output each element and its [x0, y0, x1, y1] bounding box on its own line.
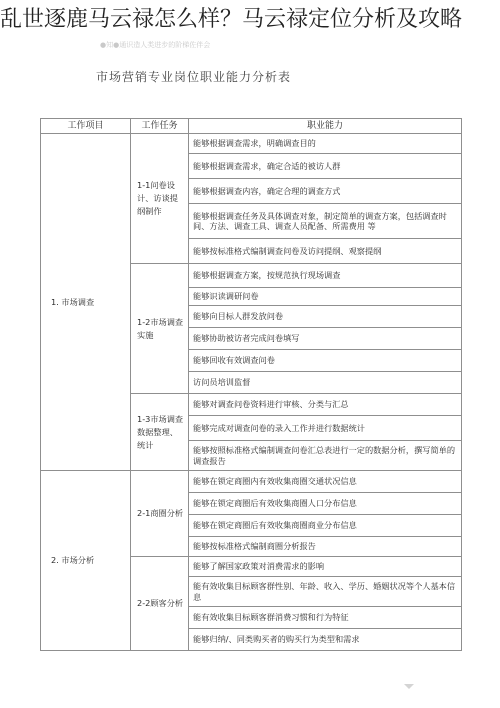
ability-cell: 能够根据调查内容，确定合理的调查方式: [189, 179, 462, 204]
project-cell: 1. 市场调查: [41, 134, 131, 471]
header-project: 工作项目: [41, 119, 131, 134]
chevron-down-icon: [404, 684, 414, 689]
ability-cell: 能够根据调查方案，按规范执行现场调查: [189, 264, 462, 288]
ability-cell: 能够在锁定商圈后有效收集商圈商业分布信息: [189, 515, 462, 537]
ability-cell: 能够根据调查需求，确定合适的被访人群: [189, 154, 462, 179]
header-task: 工作任务: [131, 119, 189, 134]
ability-cell: 能够协助被访者完成问卷填写: [189, 328, 462, 350]
ability-cell: 能够在锁定商圈内有效收集商圈交通状况信息: [189, 471, 462, 493]
ability-cell: 访问员培训监督: [189, 372, 462, 394]
ability-cell: 能够归纳/、同类购买者的购买行为类型和需求: [189, 629, 462, 651]
ability-analysis-table: [40, 118, 462, 651]
ability-cell: 能够根据调查任务及具体调查对象，制定简单的调查方案，包括调查时间、方法、调查工具、调查人员配备、所需费用 等: [189, 204, 462, 239]
project-cell: 2. 市场分析: [41, 471, 131, 651]
ability-cell: 能有效收集目标顾客群消费习惯和行为特征: [189, 607, 462, 629]
ability-cell: 能有效收集目标顾客群性别、年龄、收入、学历、婚姻状况等个人基本信息: [189, 577, 462, 607]
ability-cell: 能够按标准格式编制商圈分析报告: [189, 537, 462, 557]
ability-cell: 能够向目标人群发放问卷: [189, 306, 462, 328]
table-header-row: [41, 119, 462, 134]
page-title: 乱世逐鹿马云禄怎么样？马云禄定位分析及攻略: [0, 7, 463, 32]
task-cell: 2-2顾客分析: [131, 557, 189, 651]
ability-cell: 能够回收有效调查问卷: [189, 350, 462, 372]
table-row: [41, 471, 462, 493]
task-cell: 1-1问卷设计、访谈提纲制作: [131, 134, 189, 264]
ability-cell: 能够在锁定商圈后有效收集商圈人口分布信息: [189, 493, 462, 515]
header-ability: 职业能力: [189, 119, 462, 134]
task-cell: 1-3市场调查数据整理、统计: [131, 394, 189, 471]
ability-cell: 能够完成对调查问卷的录入工作并进行数据统计: [189, 416, 462, 441]
ability-cell: 能够按照标准格式编制调查问卷汇总表进行一定的数据分析，撰写简单的调查报告: [189, 441, 462, 471]
table-title: 市场营销专业岗位职业能力分析表: [96, 70, 292, 84]
task-cell: 2-1商圈分析: [131, 471, 189, 557]
ability-cell: 能够对调查问卷资料进行审核、分类与汇总: [189, 394, 462, 416]
table-row: [41, 134, 462, 154]
watermark-text: ●知●通识造人类进步的阶梯佐伴会: [100, 41, 211, 49]
ability-cell: 能够根据调查需求，明确调查目的: [189, 134, 462, 154]
ability-cell: 能够识读调研问卷: [189, 288, 462, 306]
ability-cell: 能够按标准格式编制调查问卷及访问提纲、观察提纲: [189, 239, 462, 264]
task-cell: 1-2市场调查实施: [131, 264, 189, 394]
ability-cell: 能够了解国家政策对消费需求的影响: [189, 557, 462, 577]
